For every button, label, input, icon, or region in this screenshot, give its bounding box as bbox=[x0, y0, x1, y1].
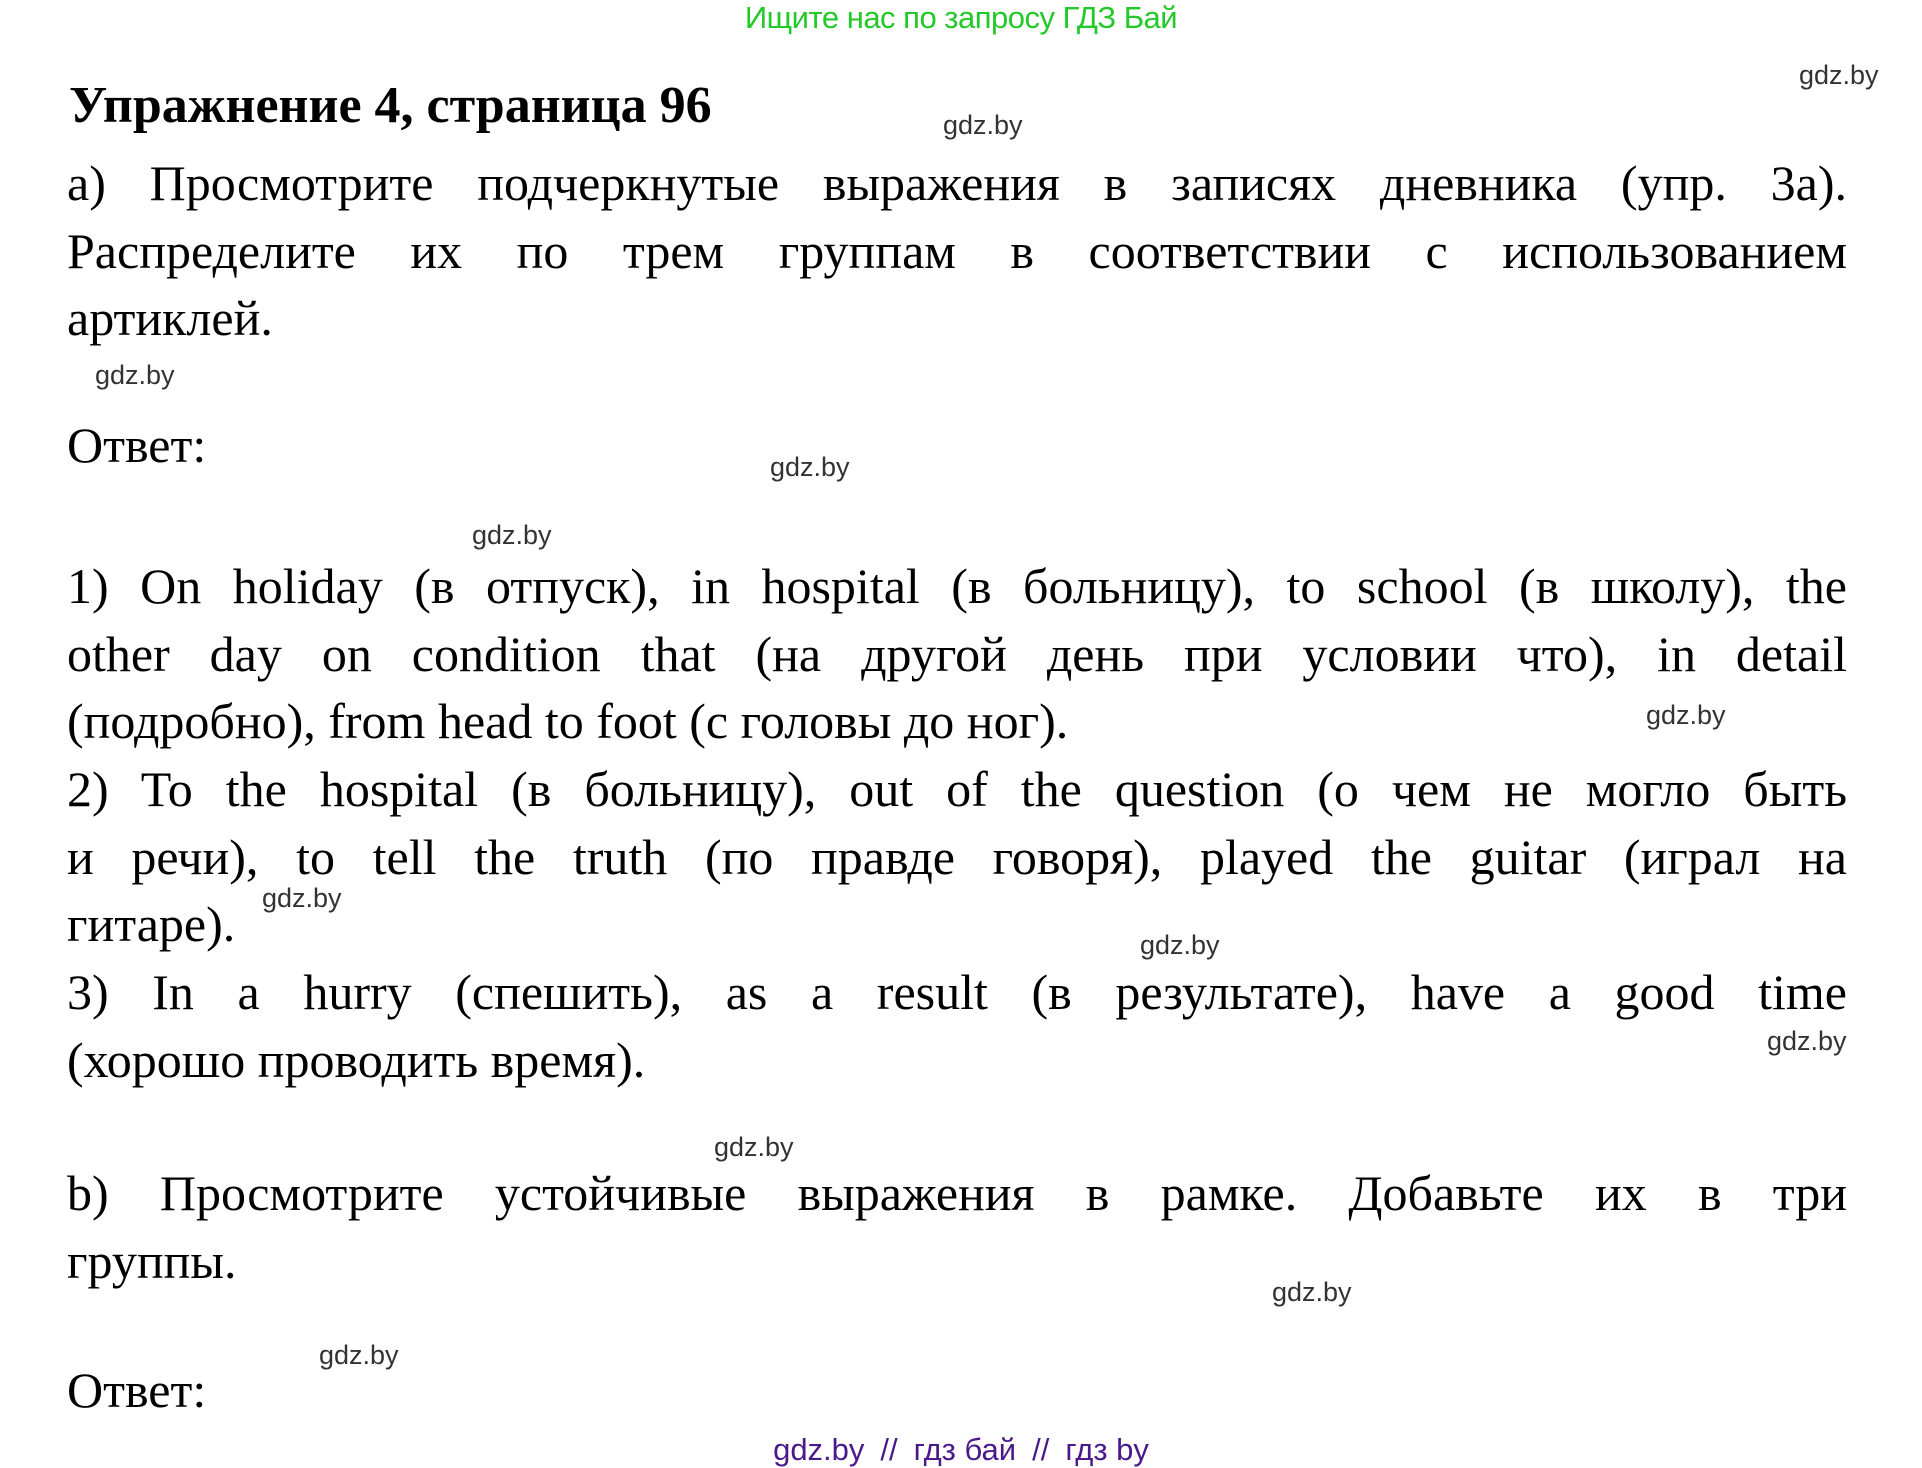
answer-group-2-line: 2) To the hospital (в больницу), out of the question (о чем не могло быть bbox=[67, 761, 1847, 818]
footer-link-gdz-by[interactable]: gdz.by bbox=[773, 1432, 865, 1467]
watermark: gdz.by bbox=[1646, 700, 1726, 730]
watermark: gdz.by bbox=[770, 452, 850, 482]
watermark: gdz.by bbox=[1767, 1026, 1847, 1056]
footer-link-gdz-by-2[interactable]: гдз by bbox=[1065, 1432, 1149, 1467]
task-b-line: b) Просмотрите устойчивые выражения в рамке. Добавьте их в три bbox=[67, 1165, 1847, 1221]
watermark: gdz.by bbox=[319, 1340, 399, 1370]
answer-group-2-line: гитаре). bbox=[67, 896, 236, 953]
answer-group-3-line: (хорошо проводить время). bbox=[67, 1031, 646, 1088]
watermark: gdz.by bbox=[1140, 930, 1220, 960]
footer-separator: // bbox=[1032, 1432, 1050, 1467]
watermark: gdz.by bbox=[1272, 1277, 1352, 1307]
footer-link-gdz-bai[interactable]: гдз бай bbox=[913, 1432, 1017, 1467]
answer-a-text bbox=[67, 553, 1847, 1095]
footer-links bbox=[0, 1432, 1922, 1468]
watermark: gdz.by bbox=[714, 1132, 794, 1162]
task-b-line: группы. bbox=[67, 1232, 237, 1289]
answer-label: Ответ: bbox=[67, 1362, 207, 1418]
answer-group-3-line: 3) In a hurry (спешить), as a result (в результате), have a good time bbox=[67, 964, 1847, 1021]
answer-group-1-line: 1) On holiday (в отпуск), in hospital (в больницу), to school (в школу), the bbox=[67, 558, 1847, 614]
watermark: gdz.by bbox=[95, 360, 175, 390]
task-a-text bbox=[67, 150, 1847, 353]
answer-group-1-line: other day on condition that (на другой день при условии что), in detail bbox=[67, 625, 1847, 682]
answer-group-2-line: и речи), to tell the truth (по правде говоря), played the guitar (играл на bbox=[67, 828, 1847, 885]
watermark: gdz.by bbox=[943, 110, 1023, 140]
task-a-line: Распределите их по трем группам в соответствии с использованием bbox=[67, 222, 1847, 279]
answer-group-1-line: (подробно), from head to foot (с головы до ног). bbox=[67, 693, 1069, 750]
task-b-text bbox=[67, 1160, 1847, 1295]
page-title: Упражнение 4, страница 96 bbox=[69, 77, 712, 134]
footer-separator: // bbox=[880, 1432, 898, 1467]
search-hint-banner: Ищите нас по запросу ГДЗ Бай bbox=[744, 0, 1178, 35]
watermark: gdz.by bbox=[262, 883, 342, 913]
answer-label: Ответ: bbox=[67, 417, 207, 473]
watermark: gdz.by bbox=[1799, 60, 1879, 90]
task-a-line: артиклей. bbox=[67, 290, 273, 347]
watermark: gdz.by bbox=[472, 520, 552, 550]
task-a-line: а) Просмотрите подчеркнутые выражения в записях дневника (упр. 3а). bbox=[67, 155, 1847, 211]
